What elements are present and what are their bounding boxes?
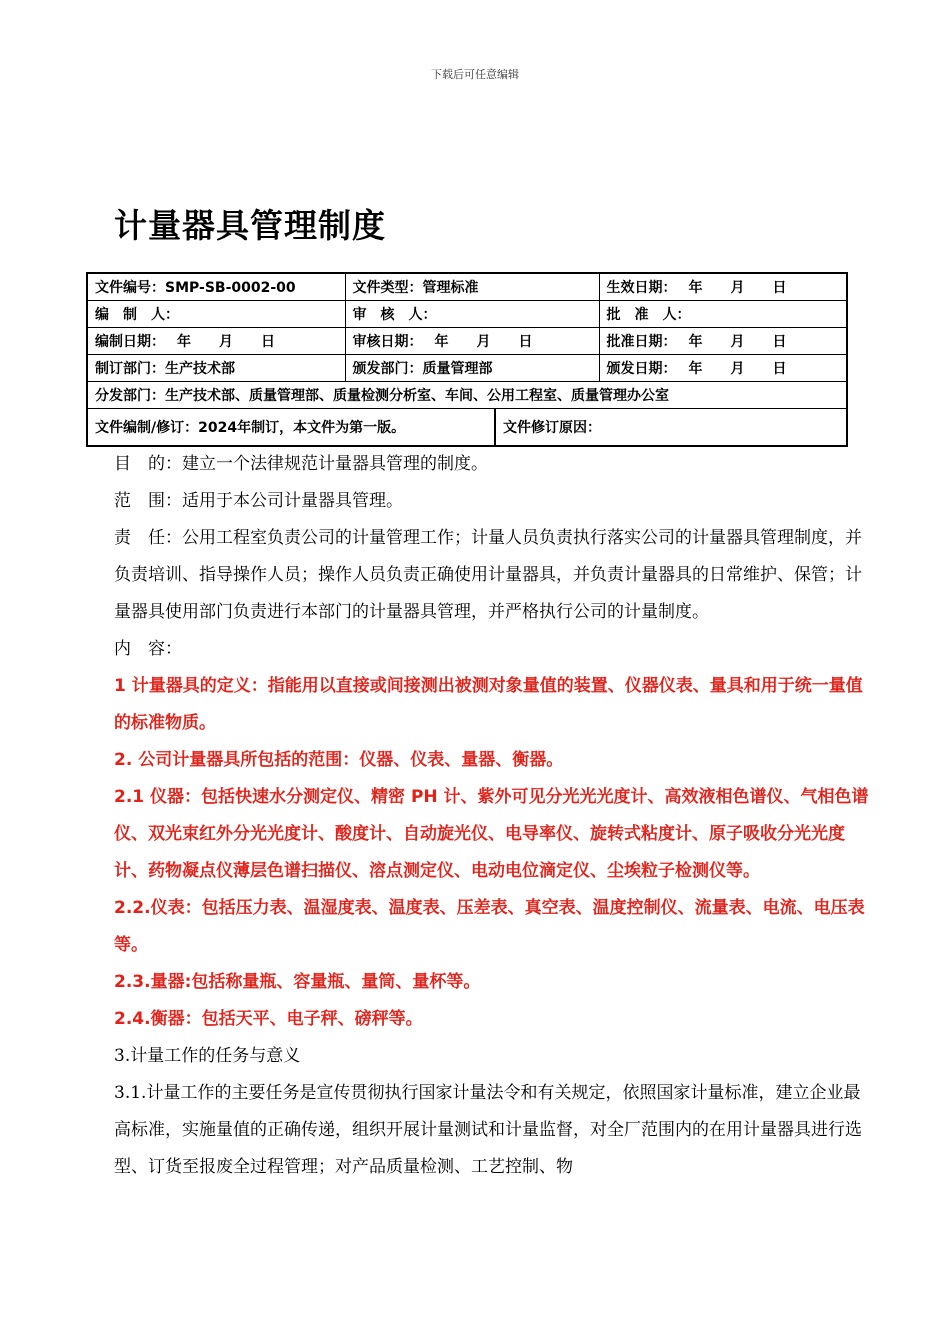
instruments-item: 2.1 仪器：包括快速水分测定仪、精密 PH 计、紫外可见分光光光度计、高效液相色谱仪、气相色谱仪、双光束红外分光光度计、酸度计、自动旋光仪、电导率仪、旋转式粘度计、原子吸收分光光度计、药物凝点仪薄层色谱扫描仪、溶点测定仪、电动电位滴定仪、尘埃粒子检测仪等。 [114,787,869,881]
approve-date-cell [599,328,847,355]
scope-label: 范 围： [114,491,182,511]
responsibility-paragraph [114,520,874,631]
meters-item: 2.2.仪表：包括压力表、温湿度表、温度表、压差表、真空表、温度控制仪、流量表、电流、电压表等。 [114,898,865,955]
document-info-table [86,272,848,447]
scope-paragraph [114,483,874,520]
weighing-item: 2.4.衡器：包括天平、电子秤、磅秤等。 [114,1009,423,1029]
publish-date-cell [599,355,847,382]
publish-dept-cell: 颁发部门：质量管理部 [345,355,599,382]
definition-item: 1 计量器具的定义：指能用以直接或间接测出被测对象量值的装置、仪器仪表、量具和用于统一量值的标准物质。 [114,676,863,733]
section3-heading: 3.计量工作的任务与意义 [114,1046,301,1066]
approver-cell: 批 准 人： [599,301,847,328]
doc-number-cell: 文件编号：SMP-SB-0002-00 [87,273,345,301]
author-cell: 编 制 人： [87,301,345,328]
scope-text: 适用于本公司计量器具管理。 [182,491,403,511]
compile-date-label: 编制日期： [95,334,165,350]
approve-date-label: 批准日期： [606,334,677,350]
publish-date-value: 年 月 日 [688,361,787,377]
responsibility-text: 公用工程室负责公司的计量管理工作；计量人员负责执行落实公司的计量器具管理制度，并负责培训、指导操作人员；操作人员负责正确使用计量器具，并负责计量器具的日常维护、保管；计量器具使用部门负责进行本部门的计量器具管理，并严格执行公司的计量制度。 [114,528,862,622]
compile-date-value: 年 月 日 [177,334,275,350]
reviewer-cell: 审 核 人： [345,301,599,328]
document-title: 计量器具管理制度 [114,206,386,245]
section3-paragraph-1: 3.1.计量工作的主要任务是宣传贯彻执行国家计量法令和有关规定，依照国家计量标准，建立企业最高标准，实施量值的正确传递，组织开展计量测试和计量监督，对全厂范围内的在用计量器具进行选型、订货至报废全过程管理；对产品质量检测、工艺控制、物 [114,1083,862,1177]
effective-date-label: 生效日期： [606,280,677,296]
publish-date-label: 颁发日期： [606,361,677,377]
review-date-cell [345,328,599,355]
content-label: 内 容： [114,639,182,659]
scope-item: 2. 公司计量器具所包括的范围：仪器、仪表、量器、衡器。 [114,750,564,770]
content-heading [114,631,874,668]
issuing-dept-cell: 制订部门：生产技术部 [87,355,345,382]
revision-cell: 文件编制/修订：2024年制订，本文件为第一版。 [87,409,495,447]
responsibility-label: 责 任： [114,528,182,548]
purpose-label: 目 的： [114,454,182,474]
approve-date-value: 年 月 日 [688,334,787,350]
review-date-value: 年 月 日 [434,334,533,350]
effective-date-value: 年 月 日 [688,280,787,296]
measuring-vessels-item: 2.3.量器:包括称量瓶、容量瓶、量筒、量杯等。 [114,972,481,992]
doc-type-cell: 文件类型：管理标准 [345,273,599,301]
review-date-label: 审核日期： [352,334,423,350]
document-body [114,446,874,1186]
compile-date-cell [87,328,345,355]
header-note: 下载后可任意编辑 [431,68,519,81]
purpose-text: 建立一个法律规范计量器具管理的制度。 [182,454,488,474]
effective-date-cell [599,273,847,301]
revision-reason-cell: 文件修订原因： [495,409,847,447]
purpose-paragraph [114,446,874,483]
distribution-cell: 分发部门：生产技术部、质量管理部、质量检测分析室、车间、公用工程室、质量管理办公室 [87,382,847,409]
